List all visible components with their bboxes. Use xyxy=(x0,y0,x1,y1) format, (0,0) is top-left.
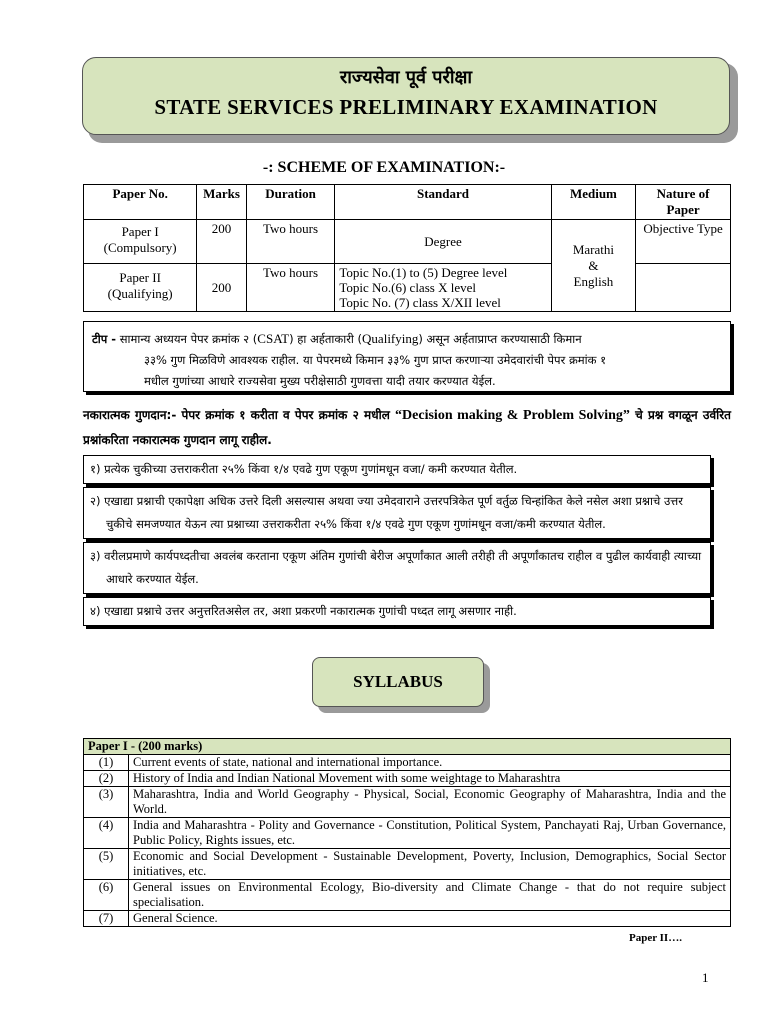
note-line1-a: सामान्य अध्ययन पेपर क्रमांक २ ( xyxy=(119,332,258,346)
paper1-duration: Two hours xyxy=(246,220,335,264)
note-csat: CSAT xyxy=(257,331,290,346)
paper2-standard-line-2: Topic No.(6) class X level xyxy=(339,280,476,295)
syllabus-num: (7) xyxy=(84,911,129,927)
paper1-name-cell xyxy=(84,220,197,264)
table-row xyxy=(84,818,731,849)
note-line1-b: ) हा अर्हताकारी ( xyxy=(289,332,363,346)
page-number: 1 xyxy=(702,970,709,985)
note-box xyxy=(83,321,731,392)
title-banner xyxy=(82,57,730,135)
table-row xyxy=(84,771,731,787)
syllabus-num: (6) xyxy=(84,880,129,911)
nature-cell: Objective Type xyxy=(636,220,731,264)
paper1-standard: Degree xyxy=(335,220,551,264)
paper2-duration: Two hours xyxy=(246,264,335,312)
rule-3: ३) वरीलप्रमाणे कार्यपध्दतीचा अवलंब करताना एकूण अंतिम गुणांची बेरीज अपूर्णांकात आली तरीही ती अपूर्णांकातच राहील व पुढील कार्यवाही त्याच्या आधारे करण्यात येईल. xyxy=(83,542,711,594)
paper2-qualifier: (Qualifying) xyxy=(107,286,173,301)
syllabus-text: India and Maharashtra - Polity and Governance - Constitution, Political System, Panchayati Raj, Urban Governance, Public Policy, Rights issues, etc. xyxy=(129,818,731,849)
note-qualifying: Qualifying xyxy=(362,331,419,346)
syllabus-banner: SYLLABUS xyxy=(312,657,484,707)
table-row xyxy=(84,787,731,818)
negative-part-2: “Decision making & Problem Solving” xyxy=(395,408,630,423)
col-paper-no: Paper No. xyxy=(84,185,197,220)
medium-line-3: English xyxy=(573,273,614,289)
table-row xyxy=(84,849,731,880)
col-nature: Nature of Paper xyxy=(636,185,731,220)
scheme-title: -: SCHEME OF EXAMINATION:- xyxy=(262,159,506,176)
table-row xyxy=(84,911,731,927)
syllabus-header: Paper I - (200 marks) xyxy=(84,739,731,755)
syllabus-num: (4) xyxy=(84,818,129,849)
rule-4: ४) एखाद्या प्रश्नाचे उत्तर अनुत्तरितअसेल तर, अशा प्रकरणी नकारात्मक गुणांची पध्दत लागू असणार नाही. xyxy=(83,597,711,626)
title-english: STATE SERVICES PRELIMINARY EXAMINATION xyxy=(154,95,658,119)
table-row xyxy=(84,755,731,771)
note-lead: टीप - xyxy=(92,332,117,346)
scheme-table xyxy=(83,184,731,312)
paper1-marks: 200 xyxy=(197,220,246,264)
scheme-header-row xyxy=(84,185,731,220)
col-marks: Marks xyxy=(197,185,246,220)
syllabus-text: Current events of state, national and international importance. xyxy=(129,755,731,771)
syllabus-text: Maharashtra, India and World Geography - Physical, Social, Economic Geography of Maharashtra, India and the World. xyxy=(129,787,731,818)
table-row xyxy=(84,880,731,911)
syllabus-text: General Science. xyxy=(129,911,731,927)
syllabus-header-row xyxy=(84,739,731,755)
syllabus-text: General issues on Environmental Ecology, Bio-diversity and Climate Change - that do not require subject specialisation. xyxy=(129,880,731,911)
col-duration: Duration xyxy=(246,185,335,220)
paper2-standard-line-3: Topic No. (7) class X/XII level xyxy=(339,295,501,310)
scheme-row-paper1 xyxy=(84,220,731,264)
paper1-qualifier: (Compulsory) xyxy=(103,240,177,255)
paper2-standard-line-1: Topic No.(1) to (5) Degree level xyxy=(339,265,508,280)
col-standard: Standard xyxy=(335,185,551,220)
col-medium: Medium xyxy=(551,185,635,220)
rules-list xyxy=(83,455,711,629)
syllabus-num: (2) xyxy=(84,771,129,787)
medium-line-2: & xyxy=(588,257,599,273)
paper2-standard xyxy=(335,264,551,312)
title-marathi: राज्यसेवा पूर्व परीक्षा xyxy=(339,67,473,88)
note-line-2: ३३% गुण मिळविणे आवश्यक राहील. या पेपरमध्ये किमान ३३% गुण प्राप्त करणाऱ्या उमेदवारांची पेपर क्रमांक १ xyxy=(144,353,607,367)
syllabus-num: (3) xyxy=(84,787,129,818)
note-line-1 xyxy=(92,328,720,350)
syllabus-text: History of India and Indian National Movement with some weightage to Maharashtra xyxy=(129,771,731,787)
note-line-3: मधील गुणांच्या आधारे राज्यसेवा मुख्य परीक्षेसाठी गुणवत्ता यादी तयार करण्यात येईल. xyxy=(144,374,496,388)
paper2-name-cell xyxy=(84,264,197,312)
nature-cell-empty xyxy=(636,264,731,312)
negative-part-3: चे प्रश्न वगळून उर्वरित प्रश्नांकरिता नकारात्मक गुणदान लागू राहील. xyxy=(83,408,731,447)
rule-2: २) एखाद्या प्रश्नाची एकापेक्षा अधिक उत्तरे दिली असल्यास अथवा ज्या उमेदवाराने उत्तरपत्रिकेत पूर्ण वर्तुळ चिन्हांकित केले नसेल अशा प्रश्नाचे उत्तर चुकीचे समजण्यात येऊन त्या प्रश्नाच्या उत्तराकरीता २५% किंवा १/४ एवढे गुण एकूण गुणांमधून वजा/कमी करण्यात येतील. xyxy=(83,487,711,539)
syllabus-text: Economic and Social Development - Sustainable Development, Poverty, Inclusion, Demographics, Social Sector initiatives, etc. xyxy=(129,849,731,880)
paper1-name: Paper I xyxy=(121,224,159,239)
syllabus-table xyxy=(83,738,731,927)
syllabus-num: (5) xyxy=(84,849,129,880)
negative-part-1: नकारात्मक गुणदान:- पेपर क्रमांक १ करीता व पेपर क्रमांक २ मधील xyxy=(83,408,396,422)
rule-1: १) प्रत्येक चुकीच्या उत्तराकरीता २५% किंवा १/४ एवढे गुण एकूण गुणांमधून वजा/ कमी करण्यात येतील. xyxy=(83,455,711,484)
paper2-name: Paper II xyxy=(119,270,161,285)
medium-cell xyxy=(551,220,635,312)
negative-marking-paragraph xyxy=(83,403,731,452)
note-line1-c: ) असून अर्हताप्राप्त करण्यासाठी किमान xyxy=(418,332,582,346)
medium-line-1: Marathi xyxy=(572,241,614,257)
syllabus-num: (1) xyxy=(84,755,129,771)
paper2-marks: 200 xyxy=(197,264,246,312)
continued-note: Paper II…. xyxy=(629,932,682,944)
